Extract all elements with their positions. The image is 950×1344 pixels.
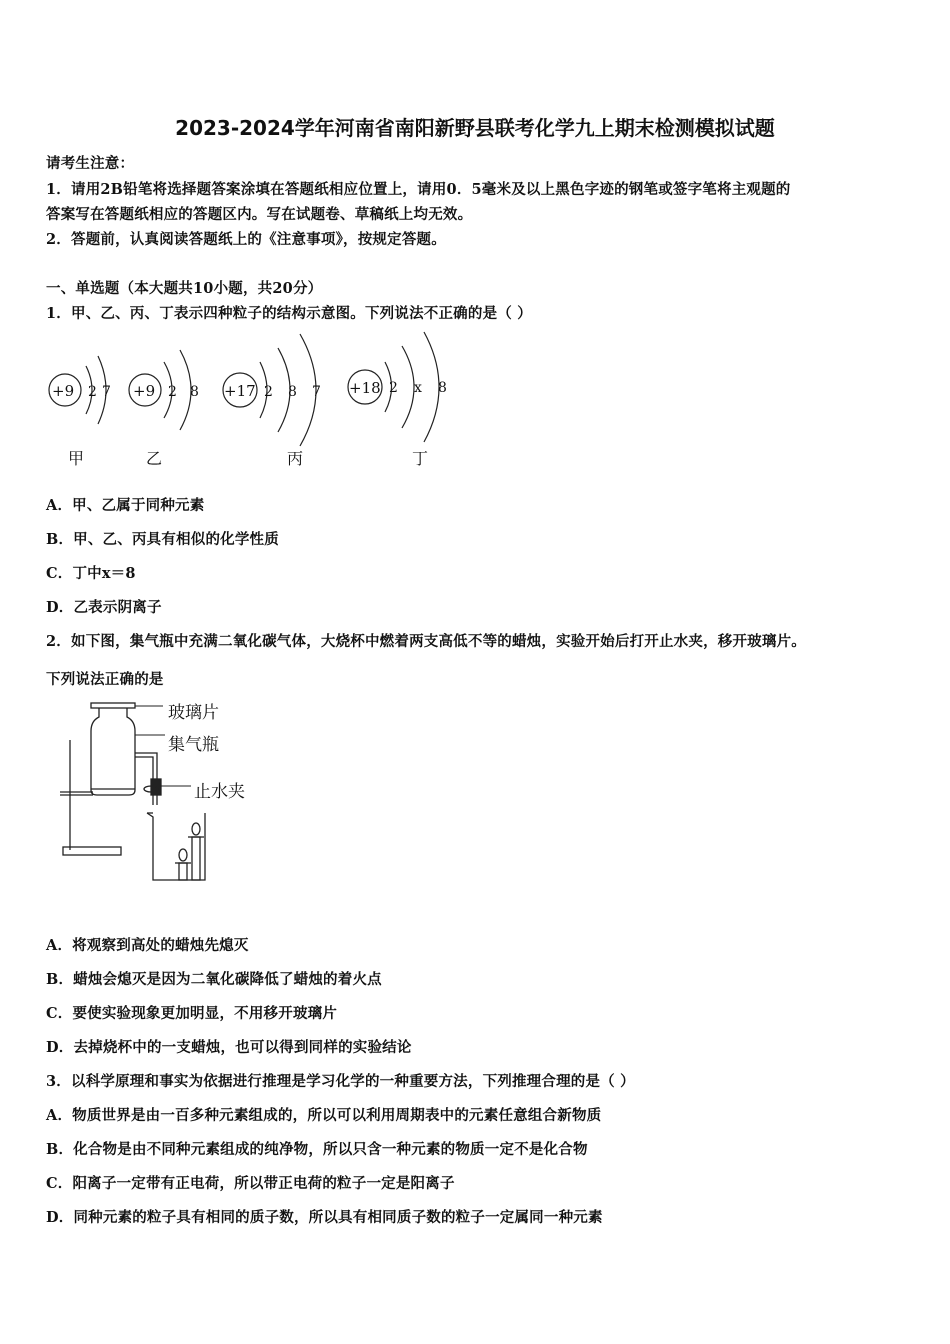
atom-ding-shell-2: x: [414, 380, 422, 396]
notice-item-1-line-2: 答案写在答题纸相应的答题区内。写在试题卷、草稿纸上均无效。: [46, 206, 473, 223]
atom-jia-nucleus: +9: [52, 382, 75, 400]
notice-item-1-line-1: 1．请用2B铅笔将选择题答案涂填在答题纸相应位置上，请用0．5毫米及以上黑色字迹的钢笔或签字笔将主观题的: [46, 181, 791, 198]
atom-jia-label: 甲: [68, 449, 85, 468]
atom-ding-nucleus: +18: [349, 379, 381, 397]
section-heading: 一、单选题（本大题共10小题，共20分）: [46, 280, 323, 297]
question-1-option-c: C．丁中x＝8: [46, 565, 136, 582]
atom-yi-shell-2: 8: [190, 384, 199, 400]
iron-stand-base: [63, 847, 121, 855]
atom-jia: [49, 356, 111, 468]
label-gas-bottle: 集气瓶: [168, 735, 219, 755]
high-candle: [192, 837, 200, 880]
atom-yi: [129, 350, 199, 468]
question-2-stem-line-2: 下列说法正确的是: [46, 671, 164, 688]
gas-collecting-bottle: [91, 708, 135, 795]
label-water-clamp: 止水夹: [194, 782, 245, 802]
notice-heading: 请考生注意：: [46, 155, 135, 172]
question-1-option-b: B．甲、乙、丙具有相似的化学性质: [46, 531, 279, 548]
atom-bing: [223, 334, 321, 468]
question-2-option-b: B．蜡烛会熄灭是因为二氧化碳降低了蜡烛的着火点: [46, 971, 382, 988]
page-title: 2023-2024学年河南省南阳新野县联考化学九上期末检测模拟试题: [175, 116, 775, 140]
question-2-option-a: A．将观察到高处的蜡烛先熄灭: [46, 937, 249, 954]
atom-ding-shell-3: 8: [438, 380, 447, 396]
question-3-stem: 3．以科学原理和事实为依据进行推理是学习化学的一种重要方法，下列推理合理的是（ ）: [46, 1073, 635, 1090]
low-candle: [179, 863, 187, 880]
atom-bing-shell-2: 8: [288, 384, 297, 400]
atom-yi-shell-1: 2: [168, 384, 177, 400]
atom-ding-label: 丁: [412, 449, 429, 468]
atom-ding-shell-1: 2: [389, 380, 398, 396]
question-3-option-a: A．物质世界是由一百多种元素组成的，所以可以利用周期表中的元素任意组合新物质: [46, 1107, 602, 1124]
question-1-stem: 1．甲、乙、丙、丁表示四种粒子的结构示意图。下列说法不正确的是（ ）: [46, 305, 532, 322]
atom-bing-nucleus: +17: [224, 382, 256, 400]
atom-structure-diagrams: [40, 330, 480, 475]
atom-bing-shell-1: 2: [264, 384, 273, 400]
question-2-option-d: D．去掉烧杯中的一支蜡烛，也可以得到同样的实验结论: [46, 1039, 412, 1056]
question-3-option-c: C．阳离子一定带有正电荷，所以带正电荷的粒子一定是阳离子: [46, 1175, 455, 1192]
question-3-option-b: B．化合物是由不同种元素组成的纯净物，所以只含一种元素的物质一定不是化合物: [46, 1141, 588, 1158]
atom-yi-label: 乙: [146, 449, 163, 468]
question-3-option-d: D．同种元素的粒子具有相同的质子数，所以具有相同质子数的粒子一定属同一种元素: [46, 1209, 603, 1226]
atom-ding: [348, 332, 447, 468]
question-2-stem-line-1: 2．如下图，集气瓶中充满二氧化碳气体，大烧杯中燃着两支高低不等的蜡烛，实验开始后打开止水夹，移开玻璃片。: [46, 633, 806, 650]
glass-plate: [91, 703, 135, 708]
question-1-option-a: A．甲、乙属于同种元素: [46, 497, 205, 514]
atom-jia-shell-1: 2: [88, 384, 97, 400]
atom-yi-nucleus: +9: [133, 382, 156, 400]
question-1-option-d: D．乙表示阴离子: [46, 599, 162, 616]
label-glass-plate: 玻璃片: [168, 703, 219, 723]
atom-bing-shell-3: 7: [312, 384, 321, 400]
atom-jia-shell-2: 7: [102, 384, 111, 400]
question-2-option-c: C．要使实验现象更加明显，不用移开玻璃片: [46, 1005, 338, 1022]
atom-bing-label: 丙: [287, 449, 304, 468]
notice-item-2: 2．答题前，认真阅读答题纸上的《注意事项》，按规定答题。: [46, 231, 446, 248]
